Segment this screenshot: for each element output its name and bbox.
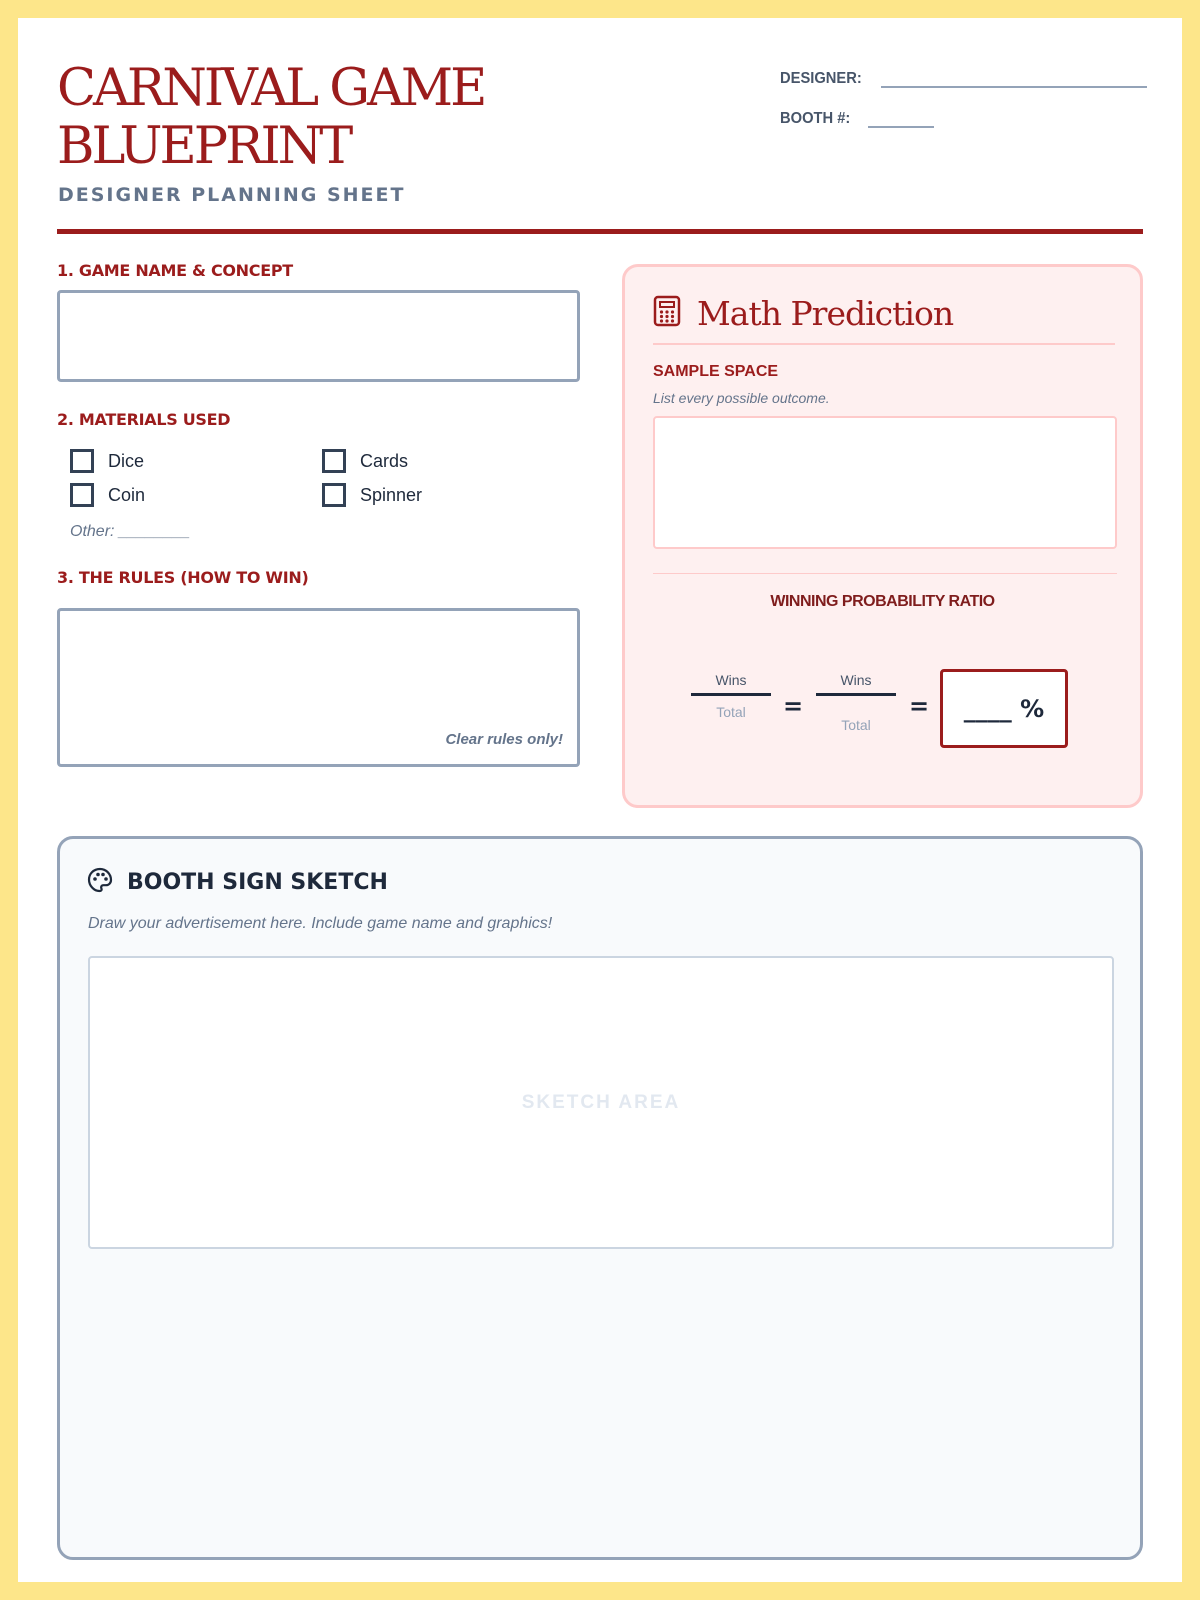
concept-input-box[interactable] [57, 290, 580, 382]
material-checkbox-dice[interactable] [70, 449, 144, 473]
material-checkbox-spinner[interactable] [322, 483, 422, 507]
rules-hint: Clear rules only! [445, 731, 563, 748]
booth-panel-hint: Draw your advertisement here. Include game name and graphics! [88, 915, 553, 932]
checkbox-square[interactable] [70, 483, 94, 507]
title-line-2: BLUEPRINT [57, 117, 351, 176]
booth-label: BOOTH #: [780, 110, 851, 127]
checkbox-square[interactable] [322, 449, 346, 473]
designer-field [780, 66, 1147, 88]
booth-field [780, 106, 934, 128]
designer-input-line[interactable] [881, 66, 1147, 88]
concept-section-label: 1. GAME NAME & CONCEPT [57, 261, 293, 280]
page-title [57, 60, 484, 176]
checkbox-square[interactable] [322, 483, 346, 507]
calculator-icon [653, 295, 681, 331]
palette-icon [87, 867, 113, 897]
sketch-area-label: SKETCH AREA [521, 1091, 681, 1113]
material-checkbox-cards[interactable] [322, 449, 408, 473]
fraction-denominator: Total [716, 704, 746, 720]
sample-space-input-box[interactable] [653, 416, 1117, 549]
materials-section-label: 2. MATERIALS USED [57, 410, 231, 429]
rules-section-label: 3. THE RULES (HOW TO WIN) [57, 568, 309, 587]
checkbox-label: Coin [108, 484, 146, 505]
fraction-numerator: Wins [691, 667, 771, 696]
booth-sign-panel [57, 836, 1143, 1560]
math-panel-title: Math Prediction [697, 293, 954, 333]
fraction-input-1[interactable] [691, 667, 771, 720]
booth-panel-title: BOOTH SIGN SKETCH [127, 869, 388, 895]
checkbox-square[interactable] [70, 449, 94, 473]
sample-space-hint: List every possible outcome. [653, 390, 830, 406]
title-line-1: CARNIVAL GAME [57, 59, 485, 118]
header-divider [57, 229, 1143, 234]
checkbox-label: Dice [108, 450, 145, 471]
booth-input-line[interactable] [868, 106, 934, 128]
fraction-denominator: Total [841, 717, 871, 733]
worksheet-page [18, 18, 1182, 1582]
rules-input-box[interactable] [57, 608, 580, 767]
math-panel-divider [653, 573, 1117, 574]
fraction-numerator: Wins [816, 667, 896, 696]
math-panel-header [653, 295, 1115, 345]
designer-label: DESIGNER: [780, 70, 862, 87]
sample-space-label: SAMPLE SPACE [653, 363, 779, 380]
booth-panel-header [87, 867, 388, 897]
sketch-area[interactable] [88, 956, 1114, 1249]
probability-ratio-label: WINNING PROBABILITY RATIO [770, 593, 995, 610]
fraction-input-2[interactable] [816, 667, 896, 733]
equals-sign: = [909, 692, 930, 720]
checkbox-label: Spinner [360, 484, 423, 505]
checkbox-label: Cards [360, 450, 409, 471]
math-prediction-panel [622, 264, 1143, 808]
other-material-field[interactable]: Other: ________ [70, 523, 191, 540]
percent-answer-box[interactable]: ____ % [940, 669, 1068, 748]
page-subtitle: DESIGNER PLANNING SHEET [58, 184, 406, 206]
equals-sign: = [783, 692, 804, 720]
material-checkbox-coin[interactable] [70, 483, 145, 507]
